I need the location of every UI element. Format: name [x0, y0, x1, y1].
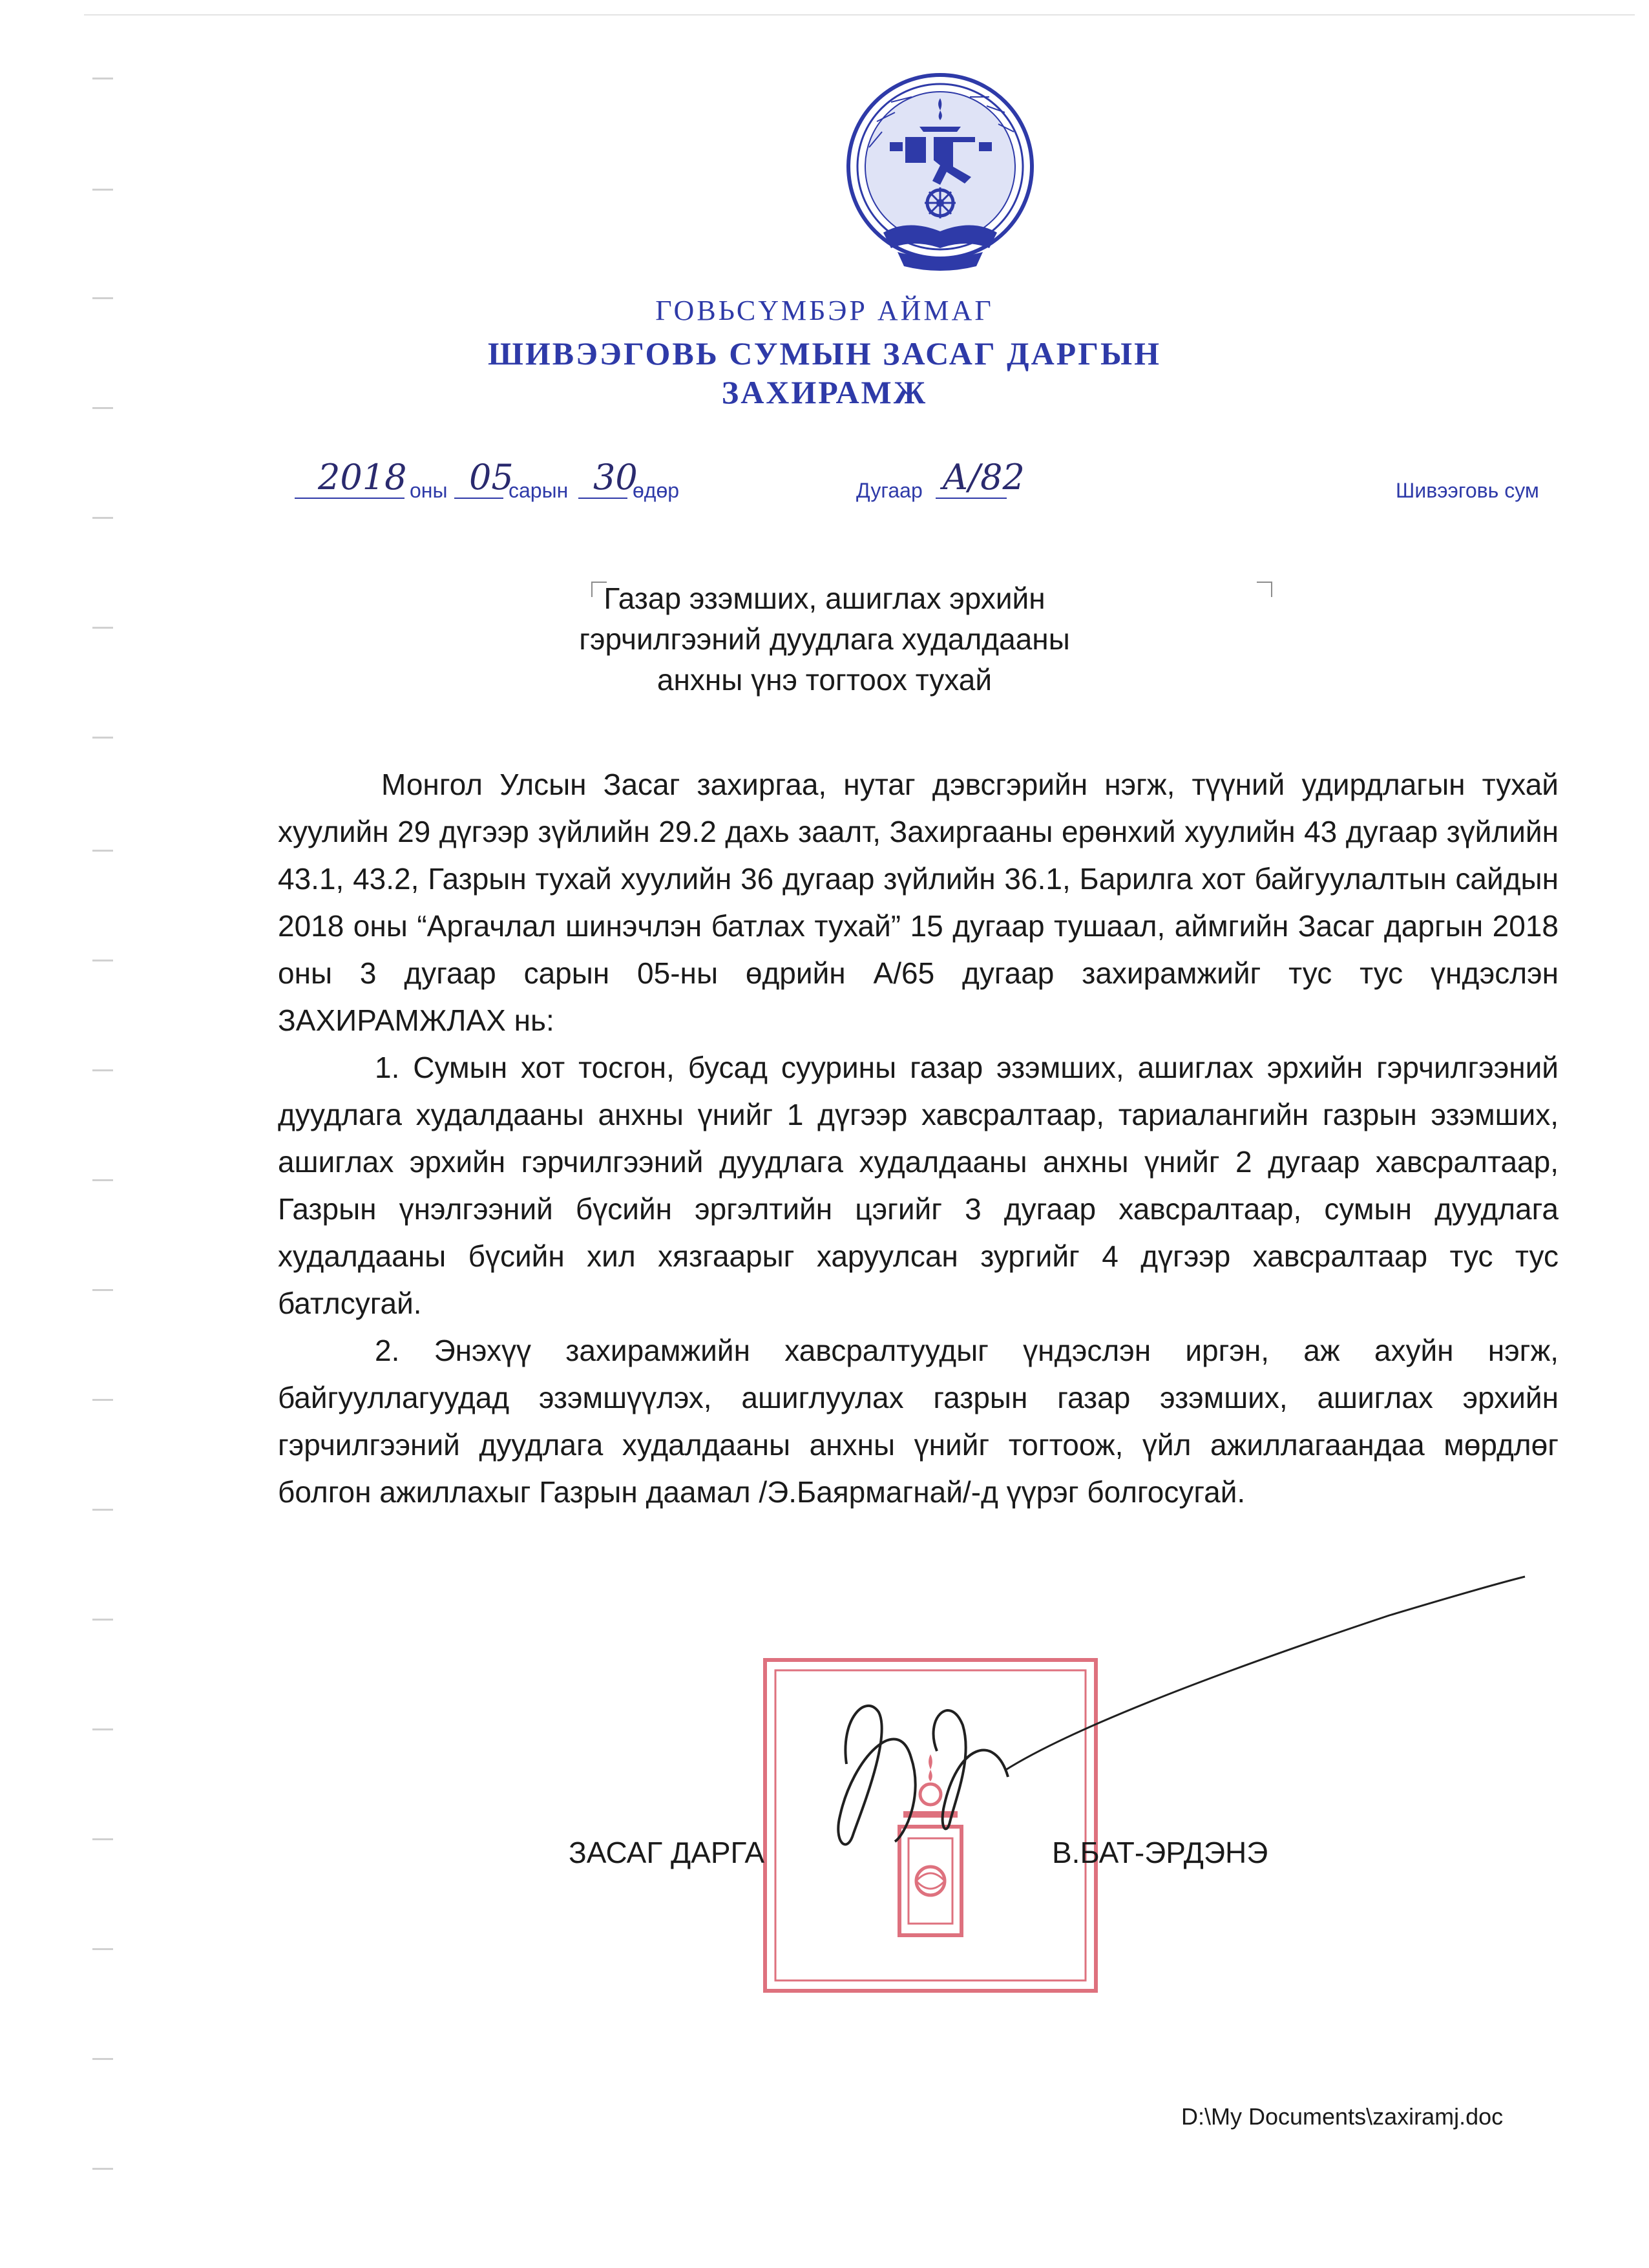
scan-top-edge	[84, 14, 1635, 16]
document-type: ЗАХИРАМЖ	[721, 374, 928, 410]
signatory-name: В.БАТ-ЭРДЭНЭ	[1052, 1836, 1268, 1869]
subject-line: гэрчилгээний дуудлага худалдааны	[579, 622, 1070, 656]
subject-line: Газар эзэмших, ашиглах эрхийн	[604, 582, 1045, 615]
document-subject	[0, 578, 1649, 700]
subject-line: анхны үнэ тогтоох тухай	[656, 663, 993, 697]
date-day-label: өдөр	[633, 479, 680, 502]
order-item-2: 2. Энэхүү захирамжийн хавсралтуудыг үндэслэн иргэн, аж ахуйн нэгж, байгууллагуудад эзэмшүүлэх, ашиглуулах газрын газар эзэмших, ашиглах эрхийн гэрчилгээний дуудлага худалдааны анхны үнийг тогтоож, үйл ажиллагаандаа мөрдлөг болгон ажиллахыг Газрын даамал /Э.Баярмагнай/-д үүрэг болгосугай.	[278, 1334, 1559, 1509]
date-month-line	[454, 498, 503, 499]
document-number: А/82	[942, 457, 1025, 498]
number-line	[936, 498, 1007, 499]
state-emblem-icon	[843, 70, 1037, 280]
dateline	[0, 457, 1649, 512]
place-name: Шивээговь сум	[1396, 479, 1539, 502]
aimag-name: ГОВЬСҮМБЭР АЙМАГ	[655, 295, 994, 326]
file-path: D:\My Documents\zaxiramj.doc	[1181, 2103, 1504, 2130]
intro-paragraph: Монгол Улсын Засаг захиргаа, нутаг дэвсгэрийн нэгж, түүний удирдлагын тухай хуулийн 29 дүгээр зүйлийн 29.2 дахь заалт, Захиргааны ерөнхий хуулийн 43 дугаар зүйлийн 43.1, 43.2, Газрын тухай хуулийн 36 дугаар зүйлийн 36.1, Барилга хот байгуулалтын сайдын 2018 оны “Аргачлал шинэчлэн батлах тухай” 15 дугаар тушаал, аймгийн Засаг даргын 2018 оны 3 дугаар сарын 05-ны өдрийн А/65 дугаар захирамжийг тус тус үндэслэн ЗАХИРАМЖЛАХ нь:	[278, 768, 1559, 1037]
signature-block	[0, 1835, 1649, 1880]
date-year-label: оны	[410, 479, 448, 502]
date-year-line	[295, 498, 404, 499]
document-body	[278, 761, 1559, 1516]
date-day-line	[578, 498, 627, 499]
date-month-label: сарын	[509, 479, 569, 502]
signatory-title: ЗАСАГ ДАРГА	[569, 1836, 765, 1869]
date-day: 30	[593, 457, 638, 498]
date-month: 05	[469, 457, 514, 498]
date-year: 2018	[318, 457, 407, 498]
number-label: Дугаар	[856, 479, 923, 502]
order-item-1: 1. Сумын хот тосгон, бусад суурины газар эзэмших, ашиглах эрхийн гэрчилгээний дуудлага худалдааны анхны үнийг 1 дүгээр хавсралтаар, тариалангийн газрын эзэмших, ашиглах эрхийн гэрчилгээний дуудлага худалдааны анхны үнийг 2 дугаар хавсралтаар, Газрын үнэлгээний бүсийн эргэлтийн цэгийг 3 дугаар хавсралтаар, сумын дуудлага худалдааны бүсийн хил хязгаарыг харуулсан зургийг 4 дүгээр хавсралтаар тус тус батлсугай.	[278, 1051, 1559, 1320]
office-name: ШИВЭЭГОВЬ СУМЫН ЗАСАГ ДАРГЫН	[487, 335, 1162, 372]
